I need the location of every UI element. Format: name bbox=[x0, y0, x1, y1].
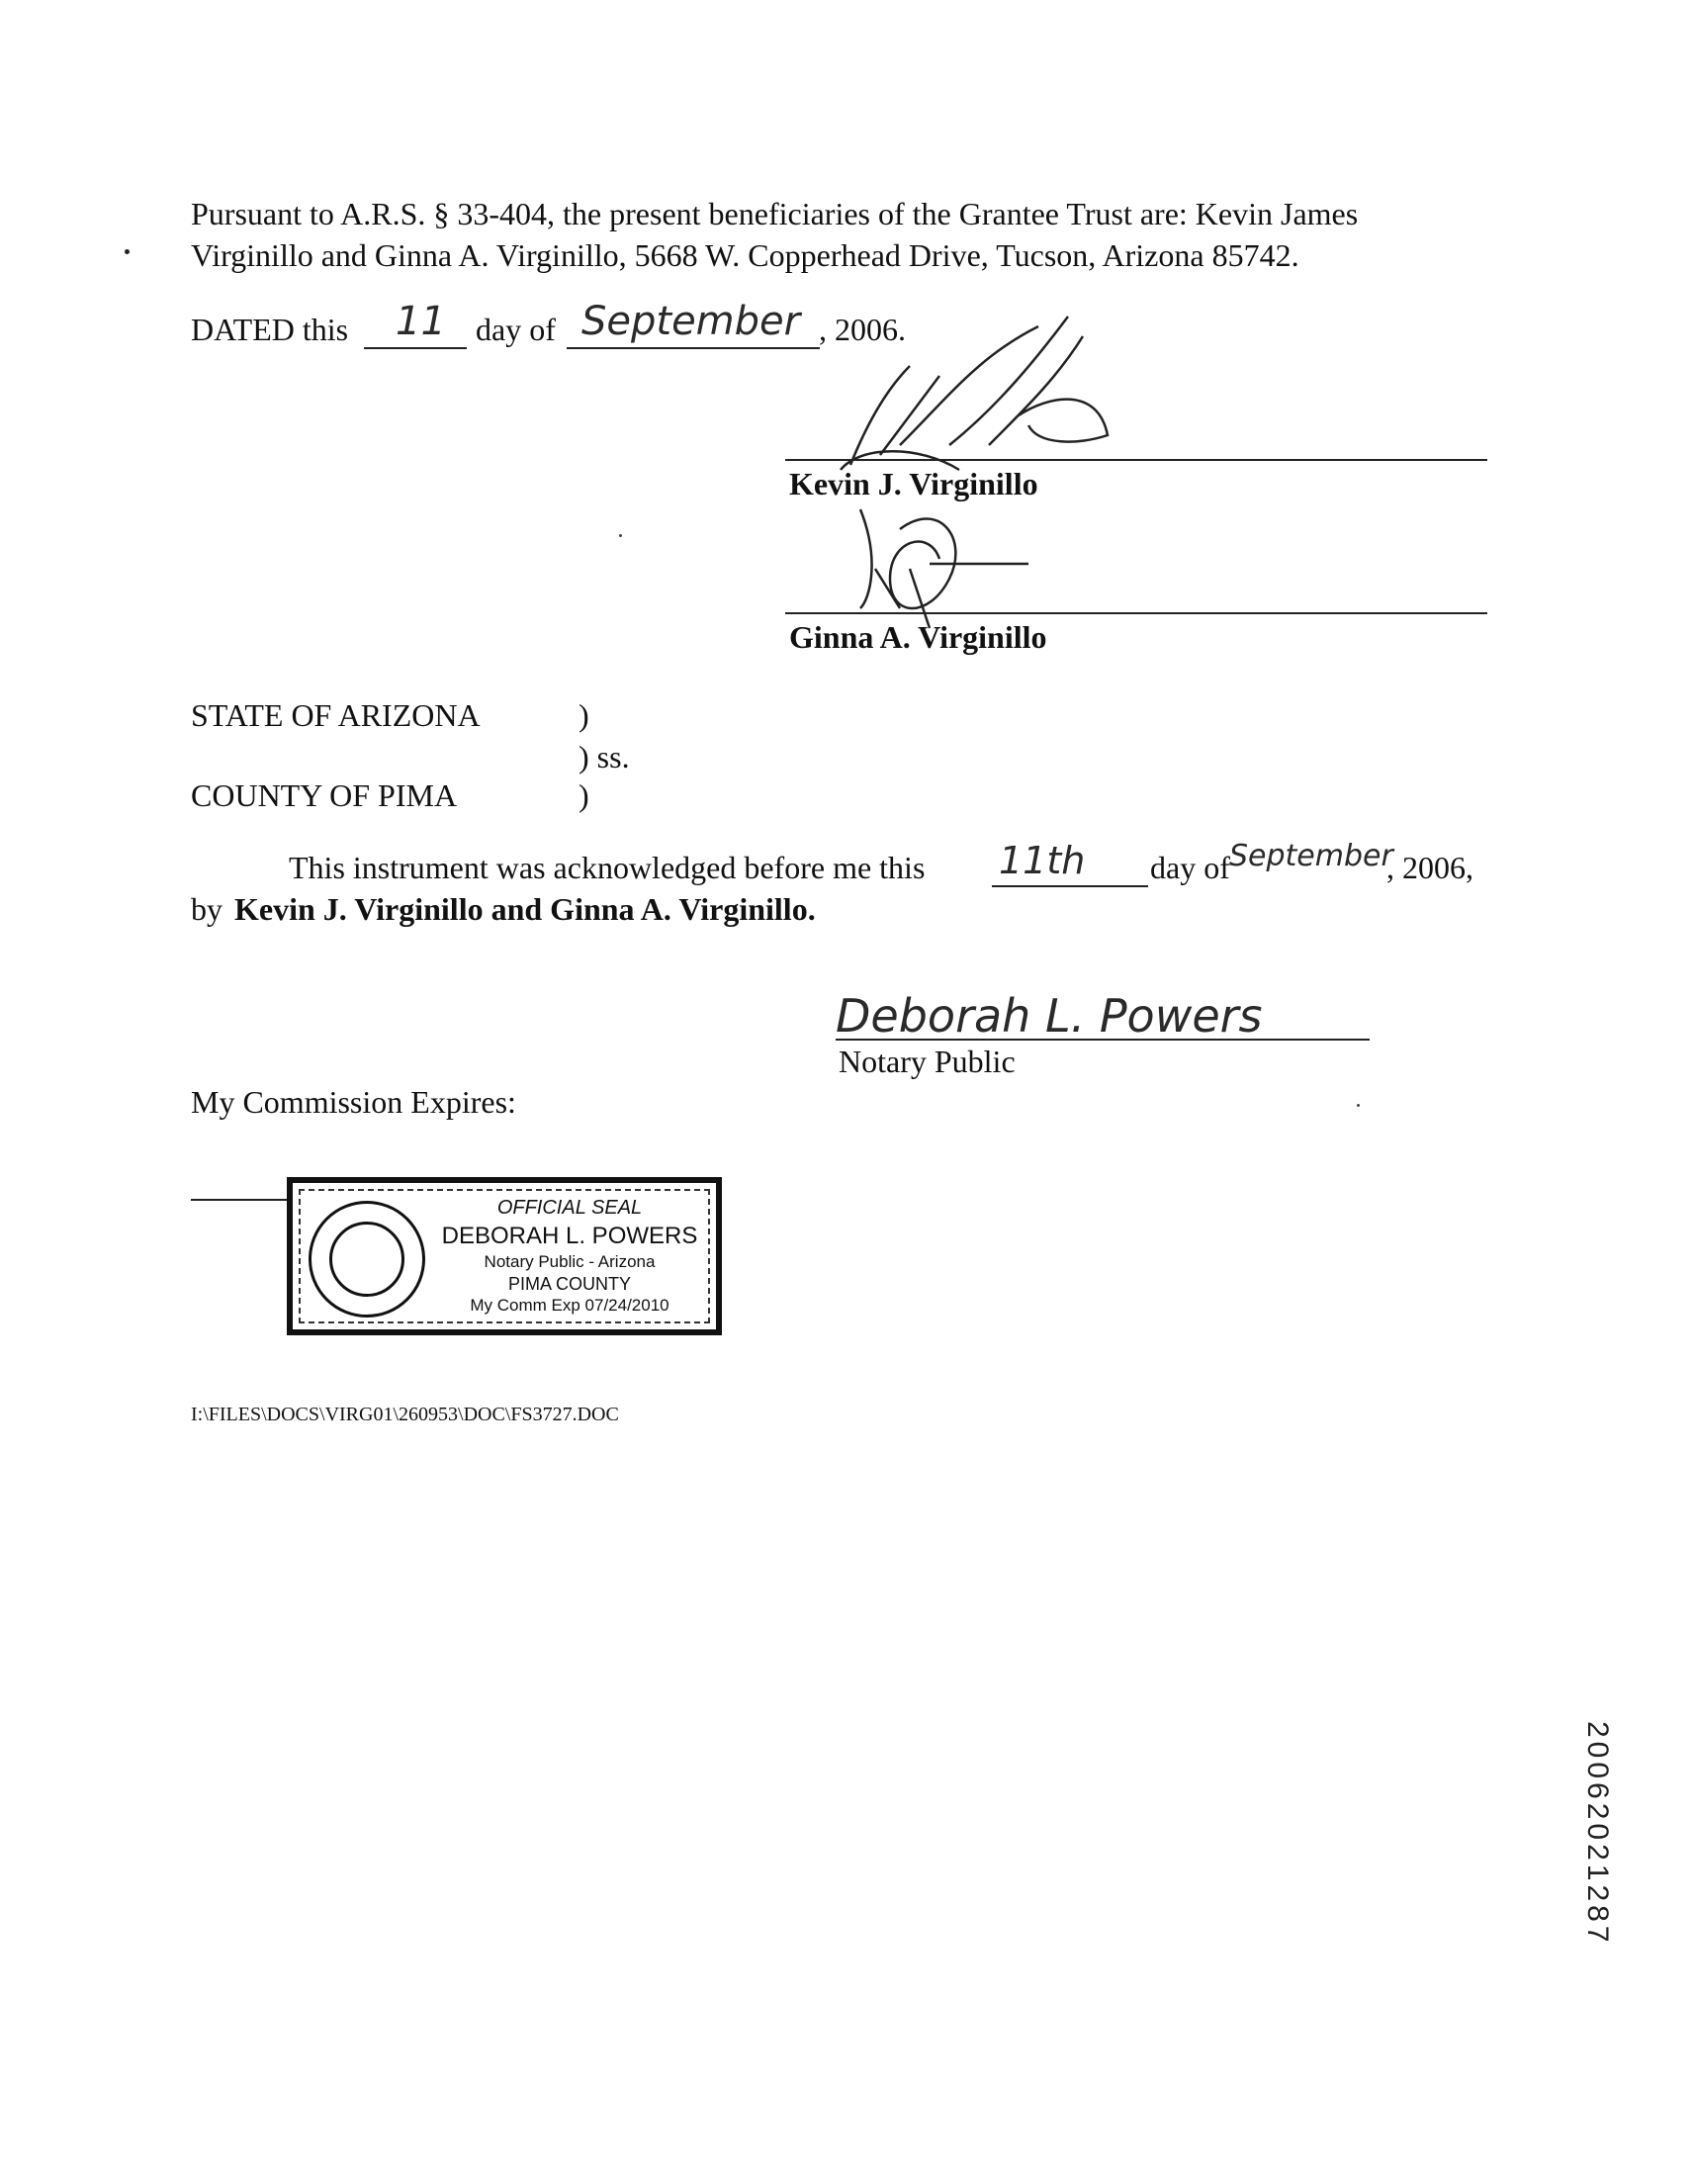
ack-prefix: This instrument was acknowledged before me this bbox=[289, 850, 926, 885]
dated-prefix: DATED this bbox=[191, 312, 349, 347]
seal-name: DEBORAH L. POWERS bbox=[441, 1223, 698, 1249]
dated-middle: day of bbox=[476, 312, 556, 347]
ack-suffix: , 2006, bbox=[1386, 850, 1473, 885]
seal-notary-line: Notary Public - Arizona bbox=[484, 1252, 656, 1271]
seal-county: PIMA COUNTY bbox=[507, 1274, 631, 1294]
beneficiaries-paragraph bbox=[191, 193, 1488, 276]
arizona-state-seal-icon bbox=[309, 1201, 425, 1318]
dated-day-handwritten: 11 bbox=[396, 299, 446, 344]
notary-signature: Deborah L. Powers bbox=[836, 989, 1263, 1043]
signer-name-second: Ginna A. Virginillo bbox=[789, 619, 1047, 655]
ack-day-blank bbox=[992, 885, 1148, 887]
dated-suffix: , 2006. bbox=[819, 312, 906, 347]
official-seal-stamp bbox=[287, 1177, 722, 1335]
seal-expiration: My Comm Exp 07/24/2010 bbox=[470, 1296, 669, 1315]
venue-county: COUNTY OF PIMA bbox=[191, 777, 458, 813]
venue-ss: ) ss. bbox=[579, 739, 630, 774]
beneficiaries-line-1: Pursuant to A.R.S. § 33-404, the present beneficiaries of the Grantee Trust are: Kevin James bbox=[191, 196, 1359, 231]
recording-number: 20062021287 bbox=[1581, 1721, 1614, 1947]
kevin-signature-line bbox=[785, 459, 1487, 461]
venue-paren-1: ) bbox=[579, 697, 589, 733]
commission-date-line bbox=[191, 1199, 290, 1201]
ack-month-handwritten: September bbox=[1229, 839, 1393, 873]
ack-names: Kevin J. Virginillo and Ginna A. Virginillo. bbox=[234, 891, 816, 927]
commission-expires-label: My Commission Expires: bbox=[191, 1084, 516, 1120]
ack-by: by bbox=[191, 891, 223, 927]
seal-emblem bbox=[329, 1222, 404, 1297]
ack-day-handwritten: 11th bbox=[999, 839, 1086, 882]
scan-speck bbox=[1357, 1104, 1360, 1107]
dated-month-handwritten: September bbox=[581, 299, 801, 344]
scan-speck bbox=[125, 249, 130, 254]
ginna-signature-line bbox=[785, 612, 1487, 614]
dated-day-blank bbox=[364, 347, 467, 349]
notary-signature-line bbox=[836, 1039, 1370, 1041]
notary-title: Notary Public bbox=[839, 1044, 1016, 1079]
venue-state: STATE OF ARIZONA bbox=[191, 697, 481, 733]
scan-speck bbox=[619, 534, 622, 537]
beneficiaries-line-2: Virginillo and Ginna A. Virginillo, 5668 W. Copperhead Drive, Tucson, Arizona 85742. bbox=[191, 237, 1299, 273]
ack-middle: day of bbox=[1150, 850, 1230, 885]
seal-title: OFFICIAL SEAL bbox=[496, 1197, 643, 1219]
signer-name-first: Kevin J. Virginillo bbox=[789, 466, 1038, 501]
venue-paren-2: ) bbox=[579, 777, 589, 813]
file-path: I:\FILES\DOCS\VIRG01\260953\DOC\FS3727.DOC bbox=[191, 1404, 619, 1425]
